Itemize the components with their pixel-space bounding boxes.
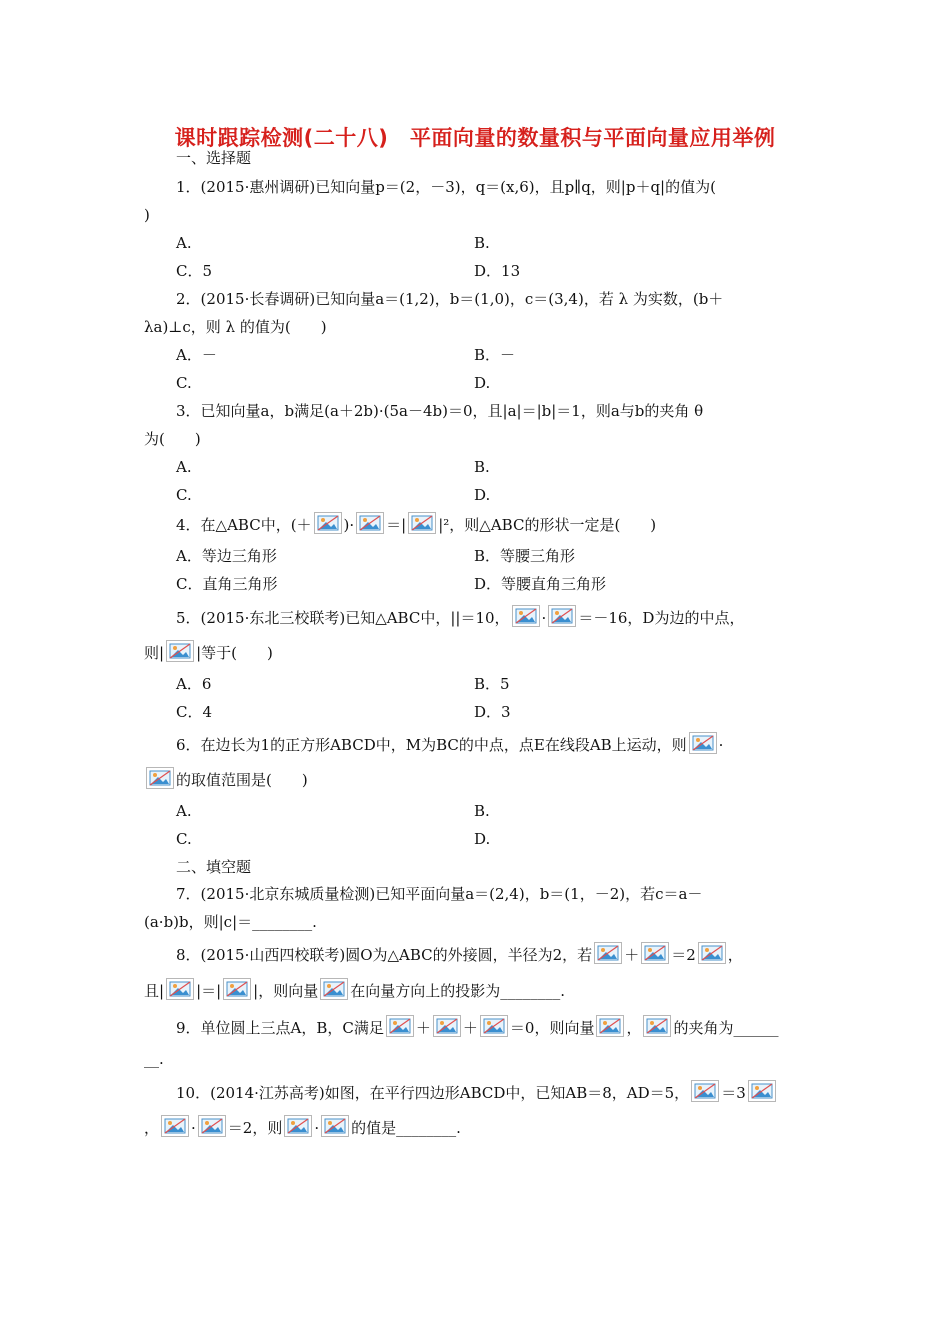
question-2-option-c: C.: [176, 374, 192, 392]
question-4-text: 4．在△ABC中，(＋ )· ＝| |²，则△ABC的形状一定是( ): [176, 512, 656, 536]
image-placeholder-icon: [386, 1015, 414, 1037]
image-placeholder-icon: [198, 1115, 226, 1137]
image-placeholder-icon: [596, 1015, 624, 1037]
question-5-option-d: D．3: [474, 703, 511, 721]
image-placeholder-icon: [698, 942, 726, 964]
question-2-option-d: D.: [474, 374, 491, 392]
question-1-cont: ): [144, 206, 150, 224]
question-6-text: 6．在边长为1的正方形ABCD中，M为BC的中点，点E在线段AB上运动，则 ·: [176, 732, 723, 756]
question-1-option-d: D．13: [474, 262, 521, 280]
question-5-text: 5．(2015·东北三校联考)已知△ABC中，||＝10， · ＝－16，D为边的中点，: [176, 605, 744, 629]
question-5-cont: 则| |等于( ): [144, 640, 273, 664]
image-placeholder-icon: [548, 605, 576, 627]
image-placeholder-icon: [691, 1080, 719, 1102]
question-5-option-c: C．4: [176, 703, 213, 721]
image-placeholder-icon: [284, 1115, 312, 1137]
question-3-option-c: C.: [176, 486, 192, 504]
question-8-text: 8．(2015·山西四校联考)圆O为△ABC的外接圆，半径为2，若 ＋ ＝2 ，: [176, 942, 743, 966]
image-placeholder-icon: [748, 1080, 776, 1102]
image-placeholder-icon: [480, 1015, 508, 1037]
image-placeholder-icon: [643, 1015, 671, 1037]
question-3-text: 3．已知向量a，b满足(a＋2b)·(5a－4b)＝0，且|a|＝|b|＝1，则a与b的夹角 θ: [176, 402, 704, 420]
question-1-text: 1．(2015·惠州调研)已知向量p＝(2，－3)，q＝(x,6)，且p∥q，则|p＋q|的值为(: [176, 178, 716, 196]
section-choice-heading: 一、选择题: [176, 149, 252, 167]
question-3-option-b: B.: [474, 458, 490, 476]
question-1-option-b: B.: [474, 234, 490, 252]
image-placeholder-icon: [512, 605, 540, 627]
question-10-text: 10．(2014·江苏高考)如图，在平行四边形ABCD中，已知AB＝8，AD＝5， ＝3: [176, 1080, 778, 1104]
question-4-option-c: C．直角三角形: [176, 575, 278, 593]
question-2-text: 2．(2015·长春调研)已知向量a＝(1,2)，b＝(1,0)，c＝(3,4)，若 λ 为实数，(b＋: [176, 290, 724, 308]
question-6-option-c: C.: [176, 830, 192, 848]
question-3-cont: 为( ): [144, 430, 201, 448]
question-4-option-d: D．等腰直角三角形: [474, 575, 607, 593]
image-placeholder-icon: [433, 1015, 461, 1037]
question-7-text: 7．(2015·北京东城质量检测)已知平面向量a＝(2,4)，b＝(1，－2)，若c＝a－: [176, 885, 703, 903]
question-3-option-a: A.: [176, 458, 192, 476]
question-4-option-a: A．等边三角形: [176, 547, 277, 565]
image-placeholder-icon: [146, 767, 174, 789]
image-placeholder-icon: [408, 512, 436, 534]
question-7-cont: (a·b)b，则|c|＝________.: [144, 913, 317, 931]
question-3-option-d: D.: [474, 486, 491, 504]
page-title: 课时跟踪检测(二十八) 平面向量的数量积与平面向量应用举例: [174, 126, 776, 150]
image-placeholder-icon: [320, 978, 348, 1000]
question-2-option-b: B．－: [474, 346, 516, 364]
question-9-text: 9．单位圆上三点A，B，C满足 ＋ ＋ ＝0，则向量 ， 的夹角为______: [176, 1015, 779, 1039]
question-1-option-c: C．5: [176, 262, 213, 280]
section-fill-heading: 二、填空题: [176, 858, 252, 876]
image-placeholder-icon: [594, 942, 622, 964]
question-10-cont: ， · ＝2，则 · 的值是________.: [144, 1115, 461, 1139]
image-placeholder-icon: [321, 1115, 349, 1137]
question-4-option-b: B．等腰三角形: [474, 547, 576, 565]
question-8-cont: 且| |＝| |，则向量 在向量方向上的投影为________.: [144, 978, 565, 1002]
image-placeholder-icon: [166, 978, 194, 1000]
image-placeholder-icon: [223, 978, 251, 1000]
question-6-cont: 的取值范围是( ): [144, 767, 308, 791]
question-1-option-a: A.: [176, 234, 192, 252]
question-2-option-a: A．－: [176, 346, 217, 364]
question-6-option-b: B.: [474, 802, 490, 820]
question-9-cont: __.: [144, 1050, 164, 1068]
question-2-cont: λa)⊥c，则 λ 的值为( ): [144, 318, 327, 336]
question-6-option-d: D.: [474, 830, 491, 848]
image-placeholder-icon: [356, 512, 384, 534]
image-placeholder-icon: [161, 1115, 189, 1137]
image-placeholder-icon: [314, 512, 342, 534]
question-6-option-a: A.: [176, 802, 192, 820]
question-5-option-a: A．6: [176, 675, 212, 693]
image-placeholder-icon: [641, 942, 669, 964]
image-placeholder-icon: [166, 640, 194, 662]
question-5-option-b: B．5: [474, 675, 510, 693]
image-placeholder-icon: [689, 732, 717, 754]
